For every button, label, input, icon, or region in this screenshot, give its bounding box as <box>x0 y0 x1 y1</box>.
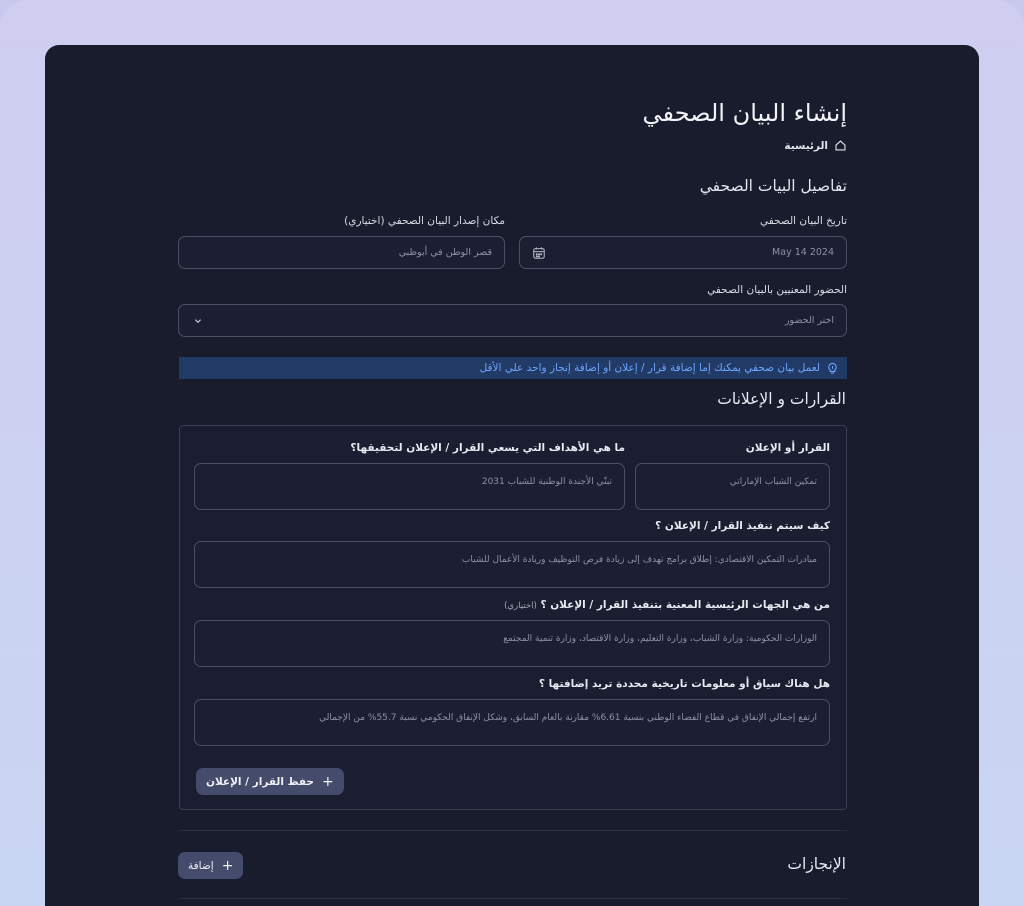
place-input[interactable] <box>178 236 505 269</box>
add-achievement-label: إضافة <box>188 859 214 872</box>
entities-input[interactable] <box>194 620 830 667</box>
page-title: إنشاء البيان الصحفي <box>642 99 847 127</box>
info-alert-text: لعمل بيان صحفي يمكنك إما إضافة قرار / إعلان أو إضافة إنجاز واحد علي الأقل <box>479 362 820 374</box>
goals-input[interactable] <box>194 463 625 510</box>
entities-value: الوزارات الحكومية: وزارة الشباب، وزارة التعليم، وزارة الاقتصاد، وزارة تنمية المجتمع <box>503 634 817 644</box>
save-decision-label: حفظ القرار / الإعلان <box>206 775 314 788</box>
context-value: ارتفع إجمالي الإنفاق في قطاع الفضاء الوطني بنسبة 6.61% مقارنة بالعام السابق، وشكل الإنفاق الحكومي نسبة 55.7% من الإجمالي <box>319 713 817 723</box>
decision-input[interactable] <box>635 463 830 510</box>
save-decision-button[interactable] <box>196 768 344 795</box>
context-input[interactable] <box>194 699 830 746</box>
decision-label: القرار أو الإعلان <box>745 442 830 454</box>
info-alert <box>179 357 847 379</box>
place-value: قصر الوطن في أبوظبي <box>398 247 492 258</box>
goals-value: تبنّي الأجندة الوطنية للشباب 2031 <box>481 477 612 487</box>
decision-value: تمكين الشباب الإماراتي <box>729 477 817 487</box>
lightbulb-icon <box>826 362 839 375</box>
breadcrumb[interactable] <box>784 139 847 152</box>
context-label: هل هناك سياق أو معلومات تاريخية محددة تريد إضافتها ؟ <box>538 678 830 690</box>
how-value: مبادرات التمكين الاقتصادي: إطلاق برامج تهدف إلى زيادة فرص التوظيف وريادة الأعمال للشباب <box>461 555 817 565</box>
chevron-down-icon <box>191 314 205 328</box>
date-label: تاريخ البيان الصحفي <box>760 215 847 227</box>
date-value: May 14 2024 <box>772 247 834 258</box>
attendees-placeholder: اختر الحضور <box>784 315 834 326</box>
attendees-label: الحضور المعنيين بالبيان الصحفي <box>707 284 847 296</box>
calendar-icon[interactable] <box>532 246 546 260</box>
attendees-select[interactable] <box>178 304 847 337</box>
section-divider <box>179 830 847 831</box>
how-label: كيف سيتم تنفيذ القرار / الإعلان ؟ <box>655 520 830 532</box>
achievements-title: الإنجازات <box>787 855 846 873</box>
breadcrumb-home[interactable]: الرئيسية <box>784 139 828 152</box>
entities-label-text: من هي الجهات الرئيسية المعنية بتنفيذ القرار / الإعلان ؟ <box>540 599 830 611</box>
plus-icon: + <box>221 857 234 874</box>
date-field[interactable] <box>519 236 847 269</box>
decision-card <box>179 425 847 810</box>
how-input[interactable] <box>194 541 830 588</box>
goals-label: ما هي الأهداف التي يسعي القرار / الإعلان لتحقيقها؟ <box>350 442 625 454</box>
add-achievement-button[interactable] <box>178 852 243 879</box>
details-section-title: تفاصيل البيات الصحفي <box>699 177 847 195</box>
entities-label <box>504 599 830 611</box>
section-divider-bottom <box>179 898 847 899</box>
place-label: مكان إصدار البيان الصحفي (اختياري) <box>344 215 505 227</box>
home-icon <box>834 139 847 152</box>
decisions-title: القرارات و الإعلانات <box>717 390 846 408</box>
plus-icon: + <box>321 773 334 790</box>
entities-optional-text: (اختياري) <box>504 601 537 611</box>
main-panel <box>45 45 979 906</box>
